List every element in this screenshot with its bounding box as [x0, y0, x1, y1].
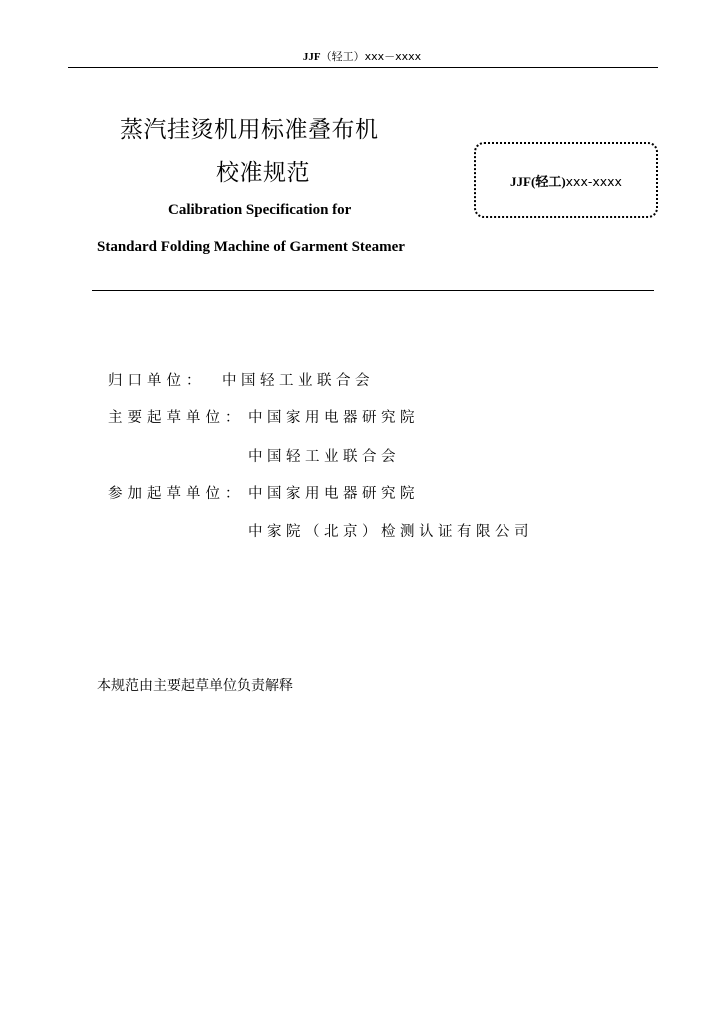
title-chinese-line2: 校准规范: [216, 160, 310, 186]
participating-drafting-unit-label: 参加起草单位：: [108, 486, 245, 502]
main-drafting-unit-value-1: 中国家用电器研究院: [248, 410, 419, 426]
main-drafting-unit-label: 主要起草单位：: [108, 410, 245, 426]
specification-code: [510, 171, 622, 190]
header-code-rest: （轻工）xxx－xxxx: [320, 50, 422, 63]
header-divider: [68, 67, 658, 68]
title-divider: [92, 290, 654, 291]
document-header-code: [0, 50, 724, 64]
specification-code-number: xxx-xxxx: [565, 173, 622, 189]
title-chinese-line1: 蒸汽挂烫机用标准叠布机: [120, 117, 379, 143]
specification-code-prefix: JJF(轻工): [510, 173, 566, 189]
title-english-line1: Calibration Specification for: [168, 202, 352, 218]
responsible-unit-label: 归口单位：: [108, 373, 206, 389]
participating-drafting-unit-value-1: 中国家用电器研究院: [248, 486, 419, 502]
responsible-unit-value: 中国轻工业联合会: [222, 373, 374, 389]
specification-code-box: [474, 142, 658, 218]
main-drafting-unit-value-2: 中国轻工业联合会: [248, 449, 400, 465]
title-english-line2: Standard Folding Machine of Garment Steamer: [97, 239, 405, 255]
interpretation-note: 本规范由主要起草单位负责解释: [97, 678, 293, 694]
header-code-prefix: JJF: [302, 51, 321, 63]
participating-drafting-unit-value-2: 中家院（北京）检测认证有限公司: [248, 524, 533, 540]
